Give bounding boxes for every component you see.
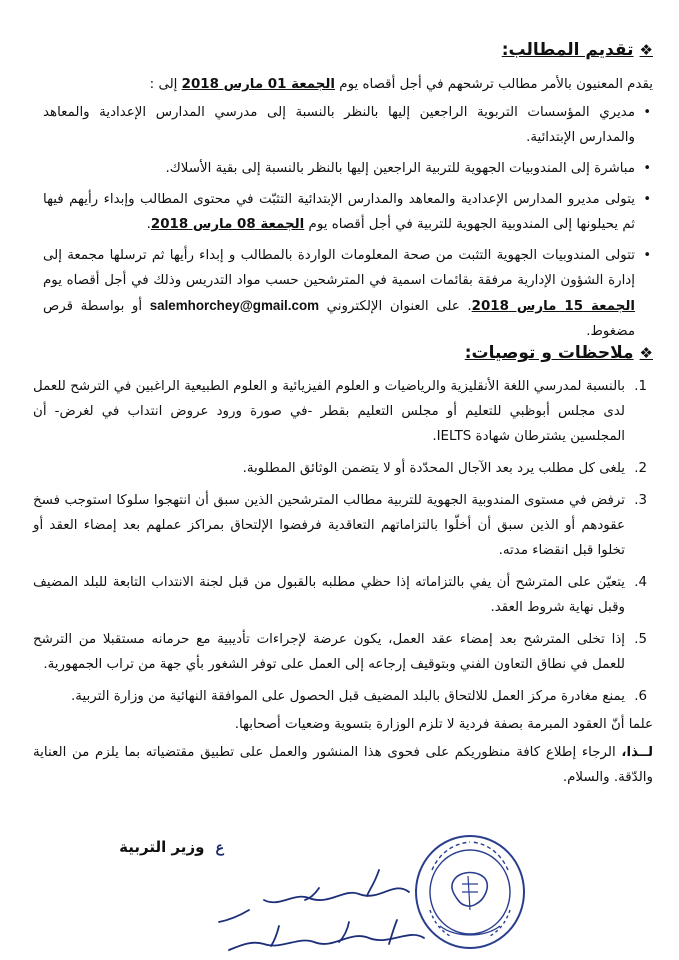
list-item: 2. يلغى كل مطلب يرد بعد الآجال المحدّدة أو لا يتضمن الوثائق المطلوبة. — [33, 456, 653, 481]
section-heading-notes — [465, 343, 653, 363]
section-title: تقديم المطالب: — [501, 40, 634, 60]
initial-mark-icon: ع — [215, 840, 224, 856]
bullet-star-icon: ❖ — [639, 41, 653, 59]
closing-paragraph — [33, 740, 653, 790]
item-number: 5. — [634, 632, 647, 647]
list-item: • يتولى مديرو المدارس الإعدادية والمعاهد والمدارس الإبتدائية التثبّت في محتوى المطالب وإبداء رأيهم فيها ثم يحيلونها إلى المندوبية الجهوية للتربية في أجل أقصاه يوم الجمعة 08 مارس 2018. — [43, 187, 653, 237]
intro-text-end: إلى : — [149, 77, 182, 92]
item-number: 1. — [634, 379, 647, 394]
list-item: 6. يمنع مغادرة مركز العمل للالتحاق بالبلد المضيف قبل الحصول على الموافقة النهائية من وزارة التربية. — [33, 684, 653, 709]
list-item: 4. يتعيّن على المترشح أن يفي بالتزاماته إذا حظي مطلبه بالقبول من قبل لجنة الانتداب التابعة للبلد المضيف وقبل نهاية شروط العقد. — [33, 570, 653, 620]
deadline-date: الجمعة 08 مارس 2018 — [150, 217, 305, 232]
list-item: 3. ترفض في مستوى المندوبية الجهوية للتربية مطالب المترشحين الذين سبق أن انتهجوا سلوكا استوجب فسخ عقودهم أو الذين سبق أن أخلّوا بالتزاماتهم التعاقدية فرفضوا الإلتحاق بمراكز عملهم بعد إمضاء العقد أو تخلوا قبل انقضاء مدته. — [33, 488, 653, 563]
closing-lead: لــذا، — [621, 745, 653, 760]
handwritten-signature — [209, 850, 439, 960]
section-title: ملاحظات و توصيات: — [464, 343, 634, 363]
note-paragraph: علما أنّ العقود المبرمة بصفة فردية لا تلزم الوزارة بتسوية وضعيات أصحابها. — [234, 717, 653, 732]
deadline-date: الجمعة 01 مارس 2018 — [181, 77, 336, 92]
email-address: salemhorchey@gmail.com — [149, 298, 320, 313]
item-number: 6. — [634, 689, 647, 704]
list-item: 5. إذا تخلى المترشح بعد إمضاء عقد العمل، يكون عرضة لإجراءات تأديبية مع حرمانه مستقبلا من الترشح للعمل في نطاق التعاون الفني وبتوقيف إرجاعه إلى العمل على توفر الشغور بأي جهة من تراب الجمهورية. — [33, 627, 653, 677]
item-number: 4. — [634, 575, 647, 590]
list-item: • مباشرة إلى المندوبيات الجهوية للتربية الراجعين إليها بالنظر بالنسبة إلى بقية الأسلاك. — [43, 156, 653, 181]
list-item: • مديري المؤسسات التربوية الراجعين إليها بالنظر بالنسبة إلى مدرسي المدارس الإعدادية والمعاهد والمدارس الإبتدائية. — [43, 100, 653, 150]
deadline-date: الجمعة 15 مارس 2018 — [471, 299, 635, 314]
notes-list — [33, 374, 653, 716]
item-number: 3. — [634, 493, 647, 508]
section-heading-applications — [502, 40, 653, 60]
signature-area — [0, 820, 679, 960]
list-item: 1. بالنسبة لمدرسي اللغة الأنقليزية والرياضيات و العلوم الفيزيائية و العلوم الطبيعية الراغبين في الترشح للعمل لدى مجلس أبوظبي للتعليم أو مجلس التعليم بقطر -في صورة ورود عروض انتداب في لغرض- أن المجلسين يشترطان شهادة IELTS. — [33, 374, 653, 449]
bullet-star-icon: ❖ — [639, 344, 653, 362]
list-item: • تتولى المندوبيات الجهوية التثبت من صحة المعلومات الواردة بالمطالب و إبداء رأيها ثم ترسلها مجمعة إلى إدارة الشؤون الإدارية مرفقة بقائمات اسمية في المترشحين حسب مواد التدريس وذلك في أجل أقصاه يوم الجمعة 15 مارس 2018. على العنوان الإلكتروني salemhorchey@gmail.com أو بواسطة قرص مضغوط. — [43, 243, 653, 344]
closing-text: الرجاء إطلاع كافة منظوريكم على فحوى هذا المنشور والعمل على تطبيق مقتضياته بما يلزم من العناية والدّقة. والسلام. — [33, 745, 653, 785]
item-number: 2. — [634, 461, 647, 476]
application-bullets — [43, 100, 653, 348]
intro-text: يقدم المعنيون بالأمر مطالب ترشحهم في أجل أقصاه يوم — [335, 77, 653, 92]
official-seal-icon — [410, 830, 530, 955]
minister-title: ع وزير التربية — [119, 838, 224, 856]
intro-paragraph — [33, 72, 653, 97]
